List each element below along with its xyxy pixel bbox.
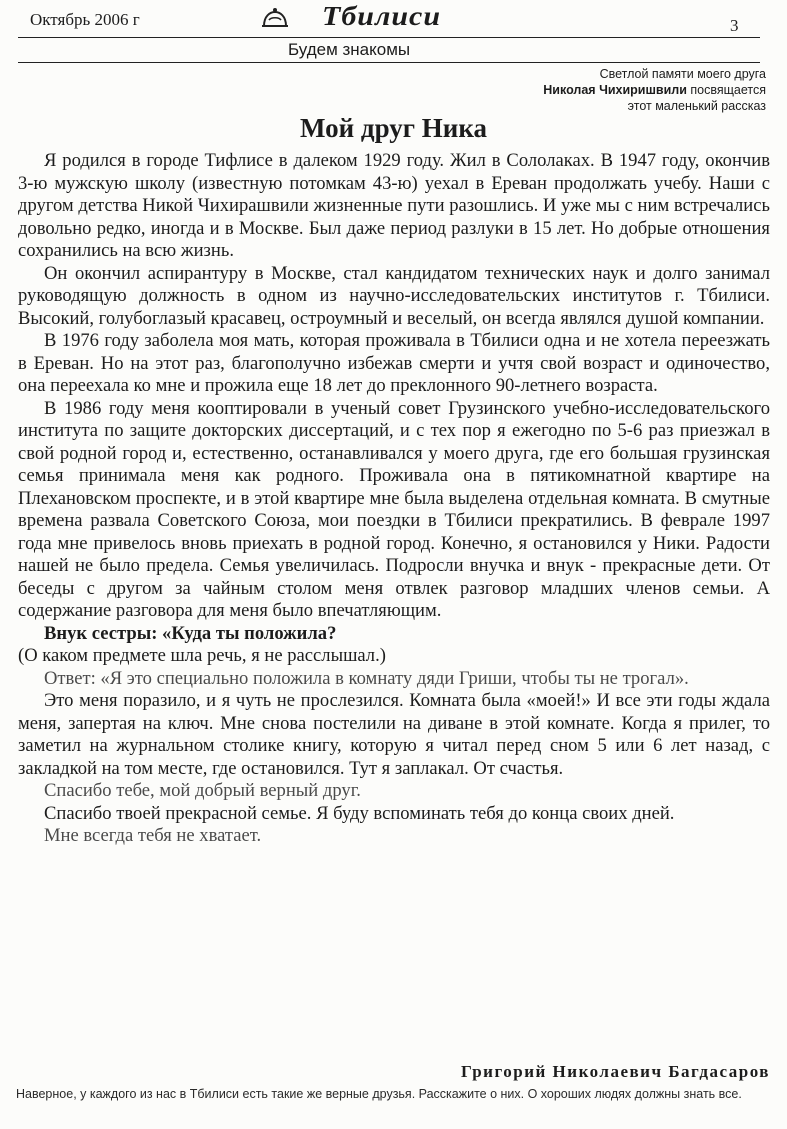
city-emblem-icon [258, 6, 292, 30]
dedication-line-1: Светлой памяти моего друга [599, 67, 766, 81]
article-body [18, 150, 770, 848]
header-rule [18, 37, 760, 38]
paragraph: Спасибо твоей прекрасной семье. Я буду вспоминать тебя до конца своих дней. [44, 802, 675, 824]
dedication-line-2-tail: посвящается [686, 83, 766, 97]
dedication [498, 66, 766, 114]
paragraph: В 1976 году заболела моя мать, которая проживала в Тбилиси одна и не хотела переезжать в Ереван. Но на этот раз, благополучно избежав смерти и учтя свой возраст и одиночество, она переехала ко мне и прожила еще 18 лет до преклонного 90-летнего возраста. [18, 330, 770, 396]
paragraph: В 1986 году меня кооптировали в ученый совет Грузинского учебно-исследовательского института по защите докторских диссертаций, и с тех пор я ежегодно по 5-6 раз приезжал в свой родной город и, естественно, останавливался у моего друга, где его большая грузинская семья принимала меня как родного. Проживала она в пятикомнатной квартире на Плехановском проспекте, и в этой квартире мне была выделена отдельная комната. В смутные времена развала Советского Союза, мои поездки в Тбилиси прекратились. В феврале 1997 года мне привелось вновь приехать в родной город. Конечно, я остановился у Ники. Радости нашей не было предела. Семья увеличилась. Подросли внучка и внук - прекрасные дети. От беседы с другом за чайным столом меня отвлек разговор младших членов семьи. А содержание разговора для меня было впечатляющим. [18, 397, 770, 621]
paragraph: Внук сестры: «Куда ты положила? [44, 622, 337, 644]
editorial-note: Наверное, у каждого из нас в Тбилиси есть такие же верные друзья. Расскажите о них. О хороших людях должны знать все. [16, 1087, 742, 1101]
newspaper-logo: Тбилиси [322, 1, 442, 32]
issue-date: Октябрь 2006 г [30, 10, 140, 29]
paragraph: Он окончил аспирантуру в Москве, стал кандидатом технических наук и долго занимал руководящую должность в одном из научно-исследовательских институтов г. Тбилиси. Высокий, голубоглазый красавец, остроумный и веселый, он всегда являлся душой компании. [18, 262, 770, 329]
dedication-line-2 [498, 82, 766, 98]
paragraph: (О каком предмете шла речь, я не расслышал.) [18, 645, 386, 666]
paragraph: Это меня поразило, и я чуть не прослезился. Комната была «моей!» И все эти годы ждала меня, запертая на ключ. Мне снова постелили на диване в этой комнате. Когда я прилег, то заметил на журнальном столике книгу, которую я читал перед сном 5 или 6 лет назад, с закладкой на том месте, где остановился. Тут я заплакал. От счастья. [18, 690, 770, 779]
paragraph: Спасибо тебе, мой добрый верный друг. [44, 780, 361, 801]
article-title: Мой друг Ника [300, 113, 487, 143]
paragraph: Мне всегда тебя не хватает. [44, 825, 262, 846]
author-signature: Григорий Николаевич Багдасаров [460, 1062, 770, 1081]
page-number: 3 [730, 16, 739, 35]
dedication-line-3: этот маленький рассказ [627, 99, 766, 113]
section-title: Будем знакомы [288, 40, 411, 59]
paragraph: Ответ: «Я это специально положила в комнату дяди Гриши, чтобы ты не трогал». [44, 667, 689, 689]
section-rule [18, 62, 760, 63]
paragraph: Я родился в городе Тифлисе в далеком 1929 году. Жил в Сололаках. В 1947 году, окончив 3-ю мужскую школу (известную потомкам 43-ю) уехал в Ереван продолжать учебу. Наши с другом детства Никой Чихирашвили жизненные пути разошлись. И уже мы с ним встречались довольно редко, иногда и в Москве. Был даже период разлуки в 15 лет. Но добрые отношения сохранились на всю жизнь. [18, 150, 770, 261]
dedication-name: Николая Чихиришвили [543, 83, 687, 97]
